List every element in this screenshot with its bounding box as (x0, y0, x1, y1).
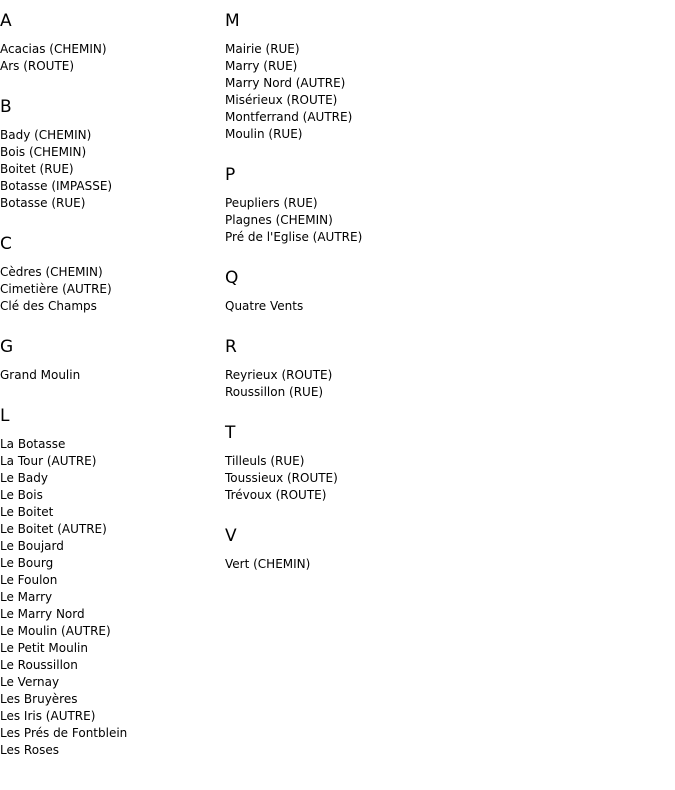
street-link[interactable]: Le Boitet (AUTRE) (0, 522, 107, 536)
street-link[interactable]: Le Bady (0, 471, 48, 485)
letter-heading: L (0, 406, 10, 426)
street-link[interactable]: Ars (ROUTE) (0, 59, 75, 73)
street-list (0, 127, 220, 212)
letter-heading: P (225, 165, 236, 185)
street-link[interactable]: Les Roses (0, 743, 59, 757)
letter-heading: T (225, 423, 236, 443)
street-link[interactable]: Acacias (CHEMIN) (0, 42, 107, 56)
street-list (0, 367, 220, 384)
street-list (0, 264, 220, 315)
street-link[interactable]: Tilleuls (RUE) (225, 454, 305, 468)
street-link[interactable]: Plagnes (CHEMIN) (225, 213, 333, 227)
letter-section-p (225, 164, 525, 246)
letter-heading: V (225, 526, 237, 546)
street-link[interactable]: Cèdres (CHEMIN) (0, 265, 103, 279)
street-link[interactable]: Botasse (RUE) (0, 196, 86, 210)
street-link[interactable]: Bady (CHEMIN) (0, 128, 92, 142)
street-link[interactable]: Moulin (RUE) (225, 127, 303, 141)
letter-section-a (0, 10, 220, 75)
letter-heading: C (0, 234, 12, 254)
street-link[interactable]: Clé des Champs (0, 299, 97, 313)
street-link[interactable]: Les Iris (AUTRE) (0, 709, 96, 723)
street-link[interactable]: Le Roussillon (0, 658, 78, 672)
street-link[interactable]: Roussillon (RUE) (225, 385, 324, 399)
street-link[interactable]: Le Marry Nord (0, 607, 85, 621)
letter-heading: M (225, 11, 240, 31)
letter-heading: G (0, 337, 14, 357)
street-link[interactable]: Le Bois (0, 488, 43, 502)
street-link[interactable]: Vert (CHEMIN) (225, 557, 311, 571)
street-link[interactable]: Botasse (IMPASSE) (0, 179, 113, 193)
letter-heading: A (0, 11, 12, 31)
street-link[interactable]: Misérieux (ROUTE) (225, 93, 338, 107)
street-link[interactable]: Marry Nord (AUTRE) (225, 76, 346, 90)
street-link[interactable]: Quatre Vents (225, 299, 304, 313)
letter-section-l (0, 405, 220, 759)
letter-section-g (0, 336, 220, 384)
street-link[interactable]: Le Bourg (0, 556, 54, 570)
street-link[interactable]: Le Boujard (0, 539, 64, 553)
street-list (225, 367, 525, 401)
street-link[interactable]: Le Foulon (0, 573, 58, 587)
street-list (225, 41, 525, 143)
street-link[interactable]: Mairie (RUE) (225, 42, 300, 56)
street-link[interactable]: Les Bruyères (0, 692, 78, 706)
street-link[interactable]: Cimetière (AUTRE) (0, 282, 112, 296)
street-link[interactable]: La Tour (AUTRE) (0, 454, 97, 468)
street-list (0, 41, 220, 75)
street-link[interactable]: Le Vernay (0, 675, 60, 689)
letter-heading: B (0, 97, 12, 117)
street-index-column-right (225, 10, 525, 594)
street-index-column-left (0, 10, 220, 780)
street-link[interactable]: Le Boitet (0, 505, 54, 519)
street-link[interactable]: Boitet (RUE) (0, 162, 74, 176)
letter-heading: R (225, 337, 237, 357)
street-link[interactable]: Montferrand (AUTRE) (225, 110, 353, 124)
street-list (225, 453, 525, 504)
letter-section-t (225, 422, 525, 504)
letter-section-b (0, 96, 220, 212)
street-link[interactable]: Le Moulin (AUTRE) (0, 624, 111, 638)
street-link[interactable]: Trévoux (ROUTE) (225, 488, 327, 502)
street-link[interactable]: Pré de l'Eglise (AUTRE) (225, 230, 363, 244)
street-list (0, 436, 220, 759)
street-link[interactable]: Le Petit Moulin (0, 641, 88, 655)
street-link[interactable]: Toussieux (ROUTE) (225, 471, 338, 485)
letter-section-v (225, 525, 525, 573)
letter-section-q (225, 267, 525, 315)
letter-section-r (225, 336, 525, 401)
street-link[interactable]: Les Prés de Fontblein (0, 726, 128, 740)
street-link[interactable]: Grand Moulin (0, 368, 81, 382)
street-link[interactable]: Reyrieux (ROUTE) (225, 368, 333, 382)
street-link[interactable]: Marry (RUE) (225, 59, 298, 73)
letter-heading: Q (225, 268, 239, 288)
street-link[interactable]: Le Marry (0, 590, 53, 604)
letter-section-c (0, 233, 220, 315)
street-link[interactable]: Peupliers (RUE) (225, 196, 318, 210)
street-list (225, 195, 525, 246)
letter-section-m (225, 10, 525, 143)
street-list (225, 556, 525, 573)
street-link[interactable]: La Botasse (0, 437, 66, 451)
street-link[interactable]: Bois (CHEMIN) (0, 145, 87, 159)
street-list (225, 298, 525, 315)
